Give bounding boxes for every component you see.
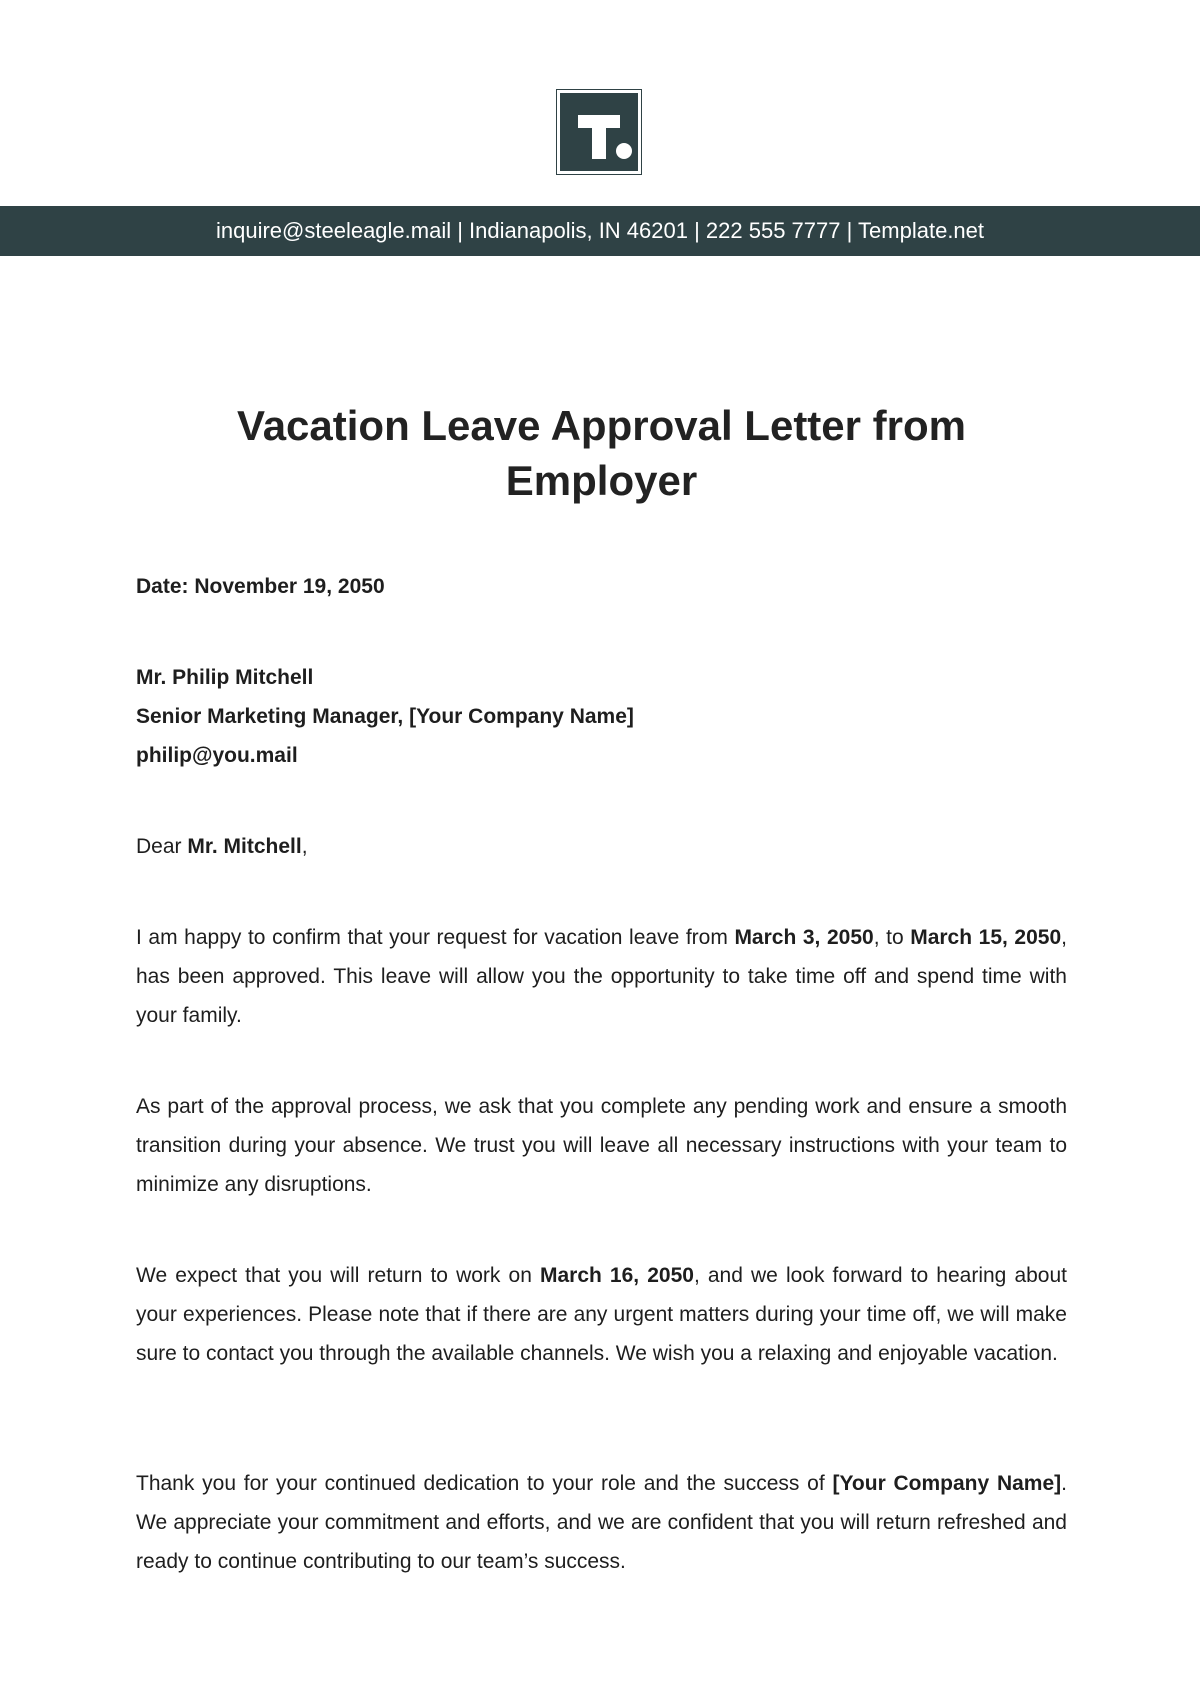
contact-banner	[0, 206, 1200, 256]
letter-date	[136, 567, 1067, 606]
company-logo	[556, 89, 642, 175]
paragraph-2: As part of the approval process, we ask that you complete any pending work and ensure a smooth transition during your absence. We trust you will leave all necessary instructions with your team to minimize any disruptions.	[136, 1095, 1067, 1196]
salutation-prefix: Dear	[136, 835, 188, 858]
paragraph-1: I am happy to confirm that your request for vacation leave from March 3, 2050, to March 15, 2050, has been approved. This leave will allow you the opportunity to take time off and spend time with your family.	[136, 926, 1067, 1027]
salutation	[136, 827, 1067, 866]
date-text: Date: November 19, 2050	[136, 575, 385, 598]
paragraph-3: We expect that you will return to work on March 16, 2050, and we look forward to hearing about your experiences. Please note that if there are any urgent matters during your time off, we will make sure to contact you through the available channels. We wish you a relaxing and enjoyable vacation.	[136, 1264, 1067, 1365]
salutation-name: Mr. Mitchell	[187, 835, 302, 858]
recipient-email: philip@you.mail	[136, 744, 298, 767]
contact-info: inquire@steeleagle.mail | Indianapolis, IN 46201 | 222 555 7777 | Template.net	[215, 218, 985, 243]
recipient-name: Mr. Philip Mitchell	[136, 666, 314, 689]
letter-title: Vacation Leave Approval Letter from Employer	[237, 402, 966, 504]
paragraph-4: Thank you for your continued dedication to your role and the success of [Your Company Name]. We appreciate your commitment and efforts, and we are confident that you will return refreshed and ready to continue contributing to our team’s success.	[136, 1472, 1068, 1573]
recipient-position: Senior Marketing Manager, [Your Company Name]	[136, 705, 634, 728]
recipient-block	[136, 658, 1067, 775]
salutation-suffix: ,	[301, 835, 308, 858]
